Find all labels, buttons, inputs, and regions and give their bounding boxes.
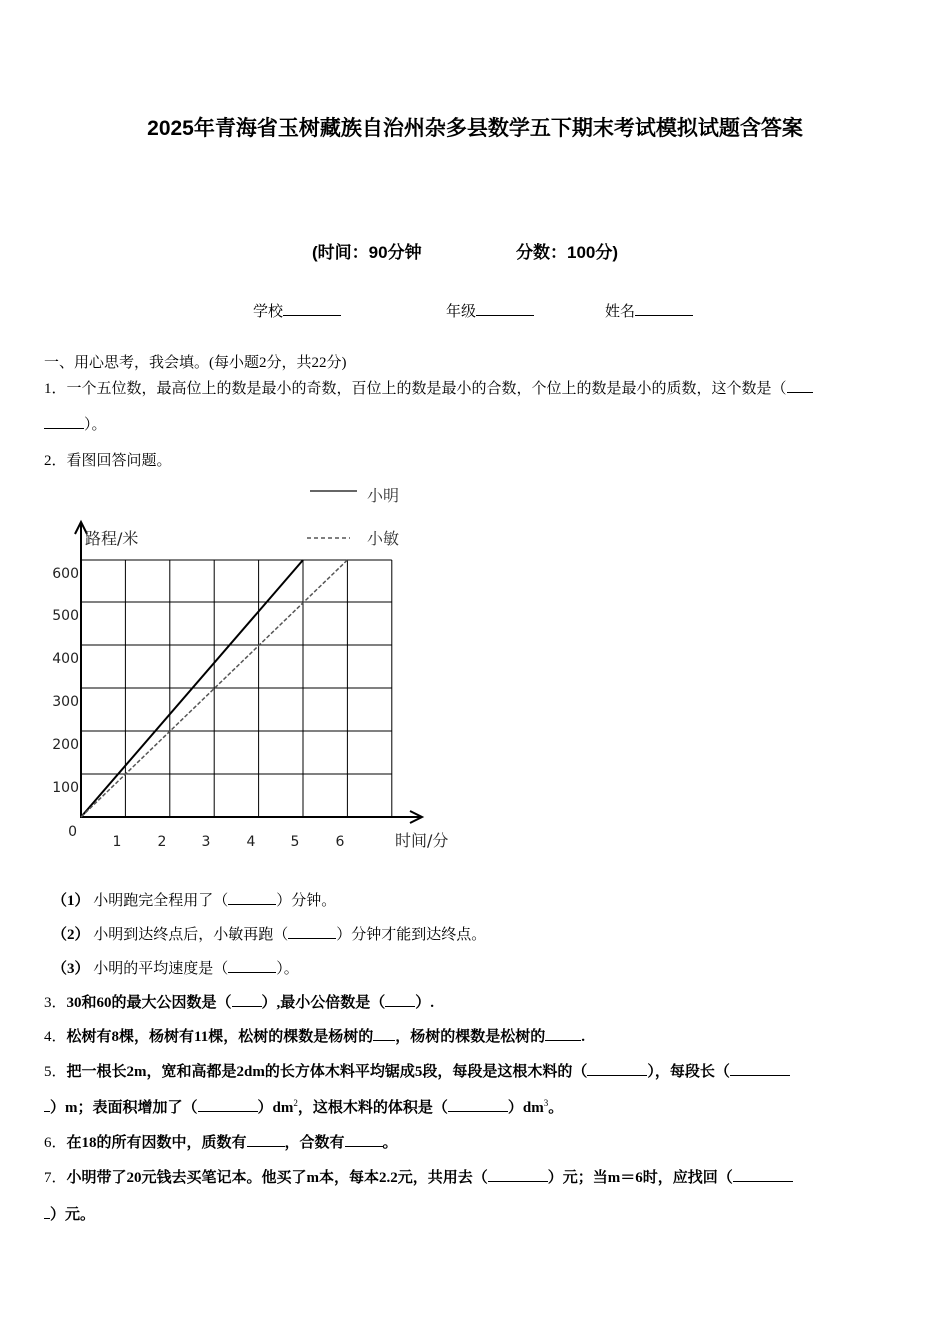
q1-blank-cont[interactable] <box>44 414 84 429</box>
exam-time: (时间：90分钟 <box>312 243 422 262</box>
svg-text:600: 600 <box>52 566 79 582</box>
q6-prime-blank[interactable] <box>247 1132 285 1147</box>
q5-volume-blank[interactable] <box>448 1097 508 1112</box>
q4-blank-2[interactable] <box>545 1026 581 1041</box>
name-blank[interactable] <box>635 301 693 316</box>
q6-composite-blank[interactable] <box>345 1132 383 1147</box>
x-tick-labels <box>113 834 345 850</box>
y-axis-label: 路程/米 <box>85 529 139 548</box>
question-6: 6．在18的所有因数中，质数有 ，合数有 。 <box>44 1131 398 1152</box>
svg-text:4: 4 <box>246 834 256 850</box>
q7-cost-blank[interactable] <box>488 1167 548 1182</box>
legend-xiaoming: 小明 <box>367 486 400 505</box>
svg-text:500: 500 <box>52 608 79 624</box>
svg-text:100: 100 <box>52 780 79 796</box>
question-5-line1: 5．把一根长2m，宽和高都是2dm的长方体木料平均锯成5段，每段是这根木料的（ ），每段长（ <box>44 1060 790 1081</box>
x-axis-label: 时间/分 <box>395 831 449 850</box>
grade-blank[interactable] <box>476 301 534 316</box>
q1-blank[interactable] <box>787 378 813 393</box>
grade-field <box>446 300 534 321</box>
distance-time-chart <box>40 478 470 858</box>
chart-axes <box>75 522 422 823</box>
y-tick-labels <box>52 566 79 840</box>
question-7-line1: 7．小明带了20元钱去买笔记本。他买了m本，每本2.2元，共用去（ ）元；当m＝6时，应找回（ <box>44 1166 793 1187</box>
question-2-1: （1） 小明跑完全程用了（ ）分钟。 <box>52 889 336 910</box>
name-label: 姓名 <box>605 302 636 320</box>
chart-svg <box>40 478 470 858</box>
svg-text:300: 300 <box>52 694 79 710</box>
q7-change-blank[interactable] <box>733 1167 793 1182</box>
q4-blank-1[interactable] <box>373 1026 395 1041</box>
svg-text:0: 0 <box>68 824 77 840</box>
q3-gcd-blank[interactable] <box>232 992 262 1007</box>
svg-text:2: 2 <box>157 834 167 850</box>
question-2-3: （3） 小明的平均速度是（ ）。 <box>52 957 299 978</box>
page-title: 2025年青海省玉树藏族自治州杂多县数学五下期末考试模拟试题含答案 <box>147 117 803 140</box>
question-1-line1: 1．一个五位数，最高位上的数是最小的奇数，百位上的数是最小的合数，个位上的数是最小的质数，这个数是（ <box>44 377 813 398</box>
svg-text:3: 3 <box>201 834 211 850</box>
svg-text:200: 200 <box>52 737 79 753</box>
question-4: 4．松树有8棵，杨树有11棵，松树的棵数是杨树的 ，杨树的棵数是松树的 . <box>44 1025 585 1046</box>
svg-text:400: 400 <box>52 651 79 667</box>
exam-score: 分数：100分) <box>516 243 619 262</box>
q2-3-blank[interactable] <box>228 958 276 973</box>
question-1-line2: ）。 <box>44 413 107 434</box>
chart-legend <box>307 486 399 548</box>
question-2-stem: 2．看图回答问题。 <box>44 453 172 469</box>
legend-xiaomin: 小敏 <box>367 529 400 548</box>
q5-length-blank[interactable] <box>730 1061 790 1076</box>
q2-1-blank[interactable] <box>228 890 276 905</box>
school-blank[interactable] <box>283 301 341 316</box>
name-field <box>605 300 693 321</box>
q5-fraction-blank[interactable] <box>587 1061 647 1076</box>
q3-lcm-blank[interactable] <box>385 992 415 1007</box>
svg-text:1: 1 <box>112 834 122 850</box>
school-label: 学校 <box>253 302 284 320</box>
question-2-2: （2） 小明到达终点后，小敏再跑（ ）分钟才能到达终点。 <box>52 923 486 944</box>
svg-text:6: 6 <box>335 834 345 850</box>
q5-area-blank[interactable] <box>198 1097 258 1112</box>
svg-text:5: 5 <box>290 834 300 850</box>
school-field <box>253 300 341 321</box>
question-5-line2: ）m；表面积增加了（ ）$dm^2$，这根木料的体积是（ ）$dm^3$。 <box>44 1096 563 1117</box>
q2-2-blank[interactable] <box>288 924 336 939</box>
question-3: 3．30和60的最大公因数是（ ）,最小公倍数是（ ）. <box>44 991 434 1012</box>
grade-label: 年级 <box>446 302 477 320</box>
chart-grid <box>81 560 392 817</box>
section-heading: 一、用心思考，我会填。(每小题2分，共22分) <box>44 355 347 371</box>
question-7-line2: ）元。 <box>44 1203 95 1224</box>
